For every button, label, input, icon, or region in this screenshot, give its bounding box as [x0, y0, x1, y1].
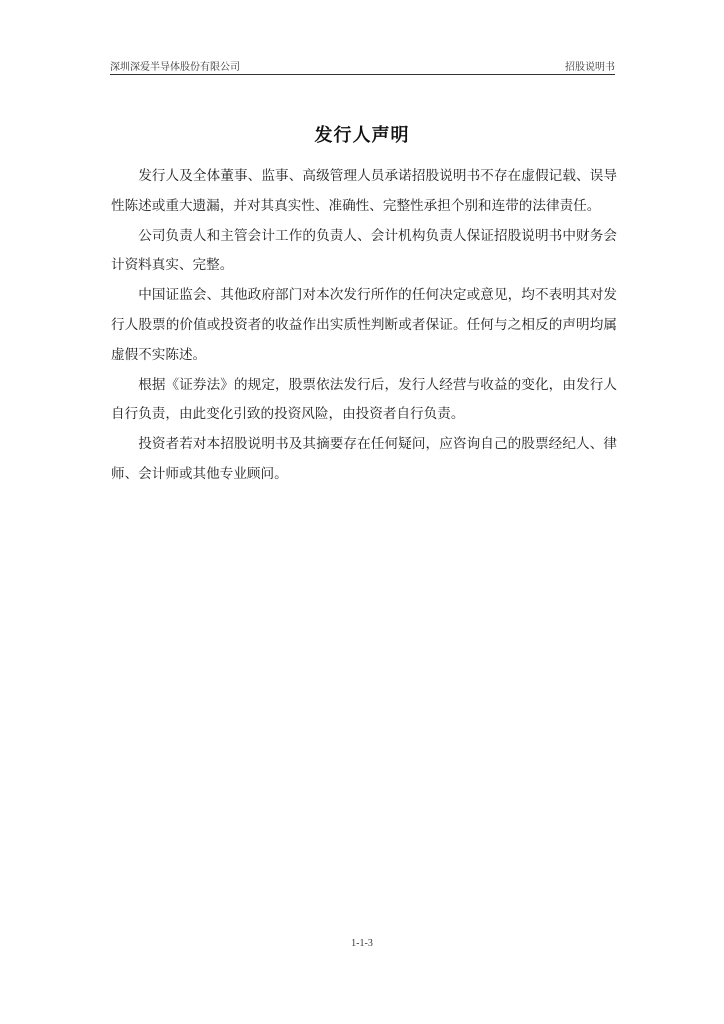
paragraph-investment-risk: 根据《证券法》的规定，股票依法发行后，发行人经营与收益的变化，由发行人自行负责，由此变化引致的投资风险，由投资者自行负责。 — [111, 376, 617, 423]
paragraph-financial-accuracy: 公司负责人和主管会计工作的负责人、会计机构负责人保证招股说明书中财务会计资料真实、完整。 — [111, 227, 617, 274]
declaration-body — [111, 162, 617, 490]
page-number: 1-1-3 — [351, 938, 373, 949]
paragraph-csrc-disclaimer: 中国证监会、其他政府部门对本次发行所作的任何决定或意见，均不表明其对发行人股票的价值或投资者的收益作出实质性判断或者保证。任何与之相反的声明均属虚假不实陈述。 — [111, 287, 617, 363]
page-header — [110, 58, 615, 75]
page-title: 发行人声明 — [314, 125, 410, 146]
paragraph-liability-commitment: 发行人及全体董事、监事、高级管理人员承诺招股说明书不存在虚假记载、误导性陈述或重大遗漏，并对其真实性、准确性、完整性承担个别和连带的法律责任。 — [111, 168, 617, 214]
paragraph-investor-advice: 投资者若对本招股说明书及其摘要存在任何疑问，应咨询自己的股票经纪人、律师、会计师或其他专业顾问。 — [111, 436, 617, 482]
header-document-type: 招股说明书 — [565, 62, 615, 73]
header-company-name: 深圳深爱半导体股份有限公司 — [110, 62, 240, 73]
